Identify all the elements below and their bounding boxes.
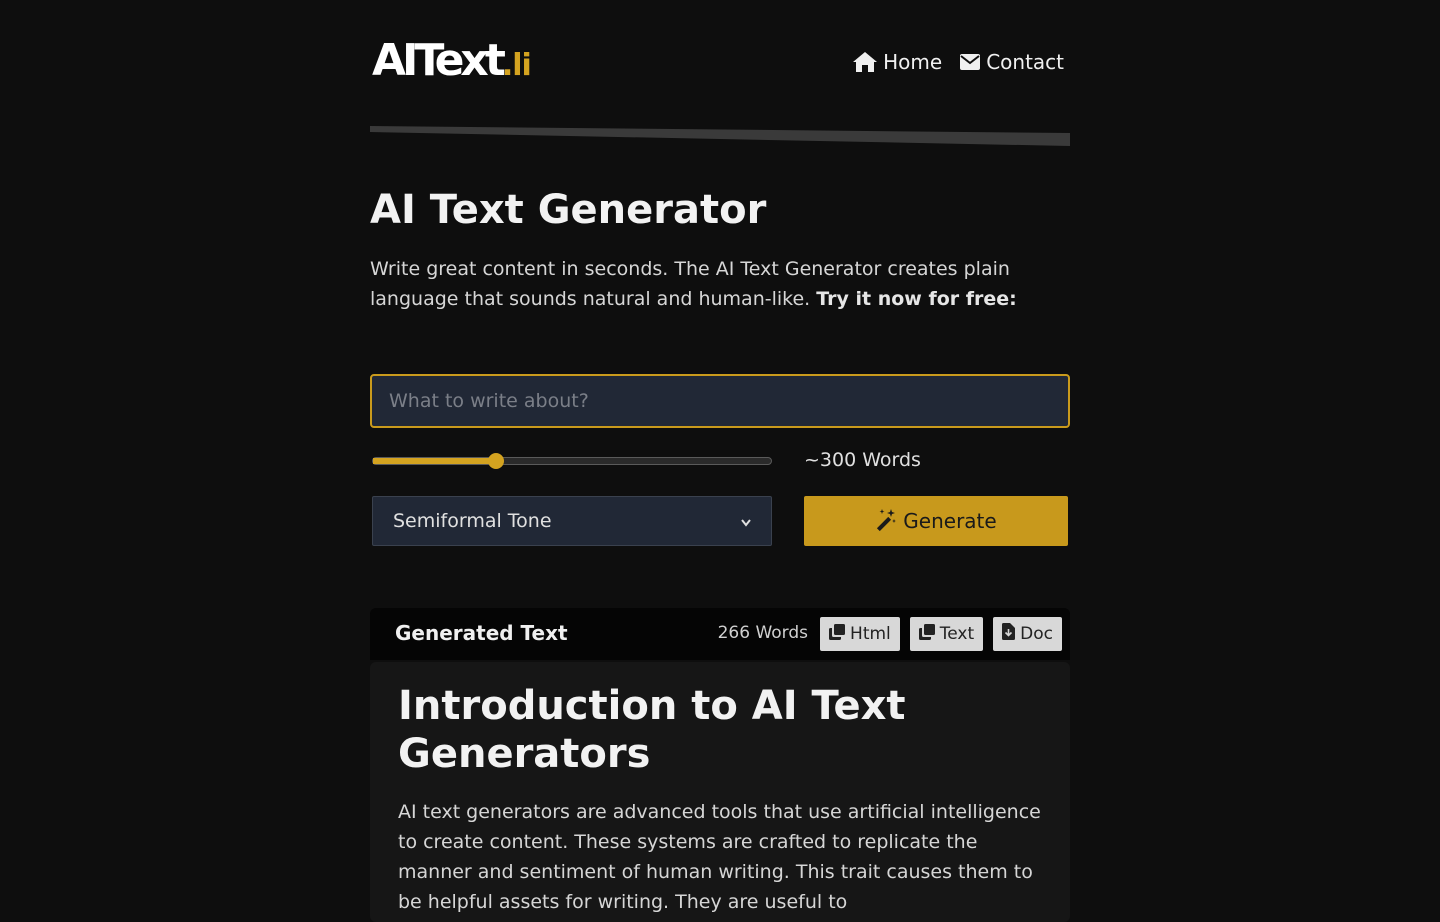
nav-contact-label: Contact xyxy=(986,50,1064,74)
file-download-icon xyxy=(1002,623,1015,645)
intro-cta: Try it now for free: xyxy=(816,288,1017,310)
nav-home-label: Home xyxy=(883,50,943,74)
word-count-label: ~300 Words xyxy=(804,449,921,471)
slider-track xyxy=(372,457,772,465)
intro-paragraph xyxy=(370,254,1070,314)
generated-paragraph: AI text generators are advanced tools that use artificial intelligence to create content. These systems are crafted to replicate the manner and sentiment of human writing. This trait causes them to be helpful assets for writing. They are useful to xyxy=(398,801,1041,913)
word-length-slider[interactable] xyxy=(372,452,772,470)
copy-text-label: Text xyxy=(939,624,975,644)
page-container xyxy=(370,0,1070,913)
header-divider xyxy=(370,126,1070,146)
main-nav xyxy=(853,50,1064,74)
logo-main-text: AIText xyxy=(372,35,502,86)
slider-thumb[interactable] xyxy=(488,453,504,469)
copy-html-label: Html xyxy=(850,624,891,644)
site-header xyxy=(370,0,1070,126)
result-title: Generated Text xyxy=(395,621,568,645)
generate-button[interactable] xyxy=(804,496,1068,546)
result-word-count: 266 Words xyxy=(717,623,808,643)
result-toolbar xyxy=(370,608,1070,660)
nav-home-link[interactable] xyxy=(853,50,942,74)
export-buttons xyxy=(820,617,1062,651)
download-doc-label: Doc xyxy=(1020,624,1053,644)
copy-html-button[interactable] xyxy=(820,617,900,651)
generated-text-panel xyxy=(370,662,1070,922)
logo-suffix-text: .li xyxy=(501,48,531,83)
tone-select-value: Semiformal Tone xyxy=(393,510,552,532)
site-logo[interactable] xyxy=(372,36,531,91)
copy-icon xyxy=(829,624,845,645)
home-icon xyxy=(853,52,877,72)
copy-text-button[interactable] xyxy=(910,617,983,651)
page-title: AI Text Generator xyxy=(370,187,767,233)
download-doc-button[interactable] xyxy=(993,617,1062,651)
copy-icon xyxy=(919,624,935,645)
generated-heading: Introduction to AI Text Generators xyxy=(398,683,906,777)
nav-contact-link[interactable] xyxy=(960,50,1064,74)
envelope-icon xyxy=(960,54,980,70)
tone-select[interactable] xyxy=(372,496,772,546)
topic-input[interactable] xyxy=(370,374,1070,428)
generate-label: Generate xyxy=(903,509,997,533)
intro-text: Write great content in seconds. The AI Text Generator creates plain language that sounds natural and human-like. xyxy=(370,258,1010,310)
slider-fill xyxy=(373,458,497,464)
chevron-down-icon xyxy=(741,510,751,532)
magic-wand-icon xyxy=(875,508,897,535)
